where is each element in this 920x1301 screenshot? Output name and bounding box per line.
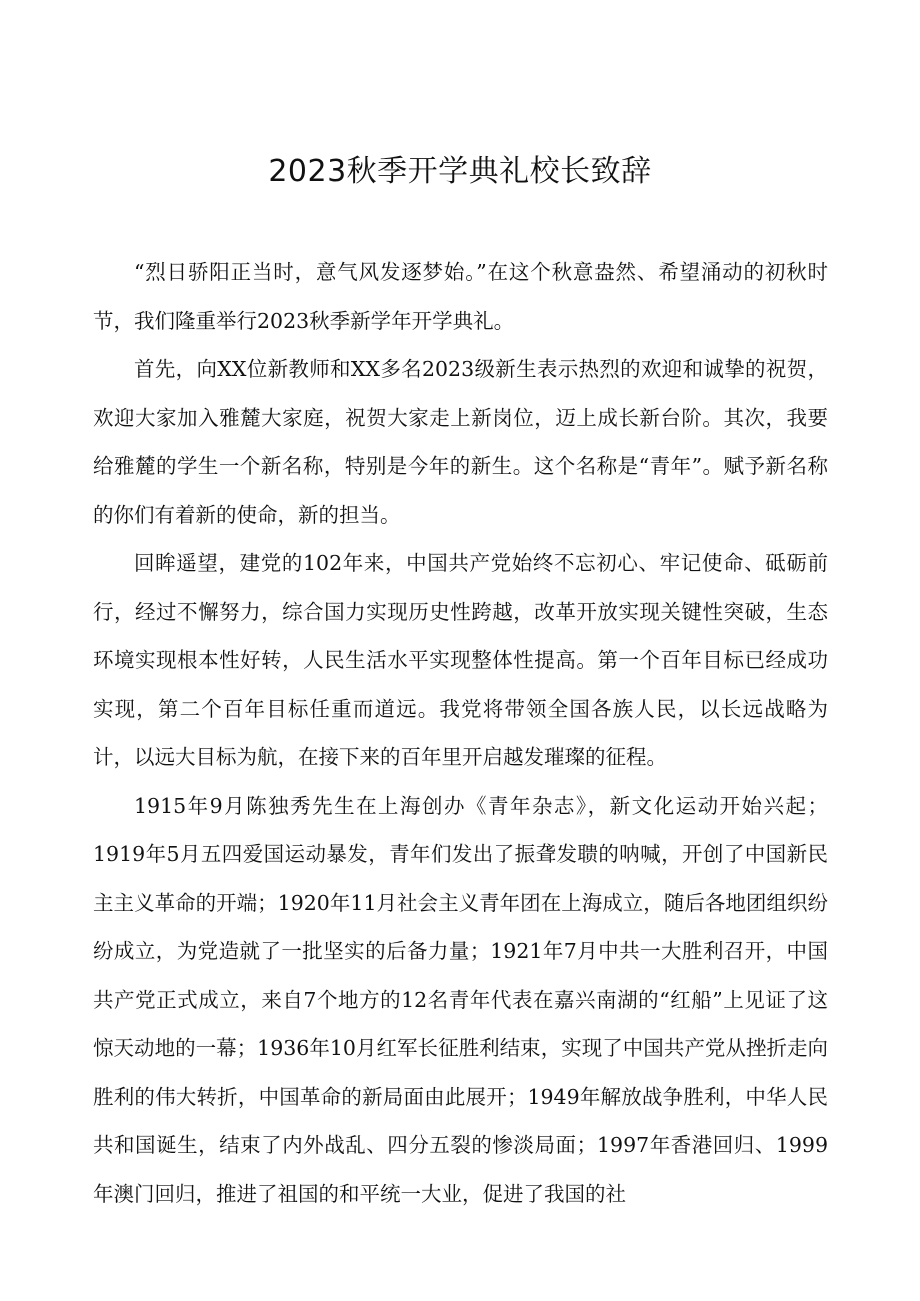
paragraph-welcome: 首先，向XX位新教师和XX多名2023级新生表示热烈的欢迎和诚挚的祝贺，欢迎大家加入雅麓大家庭，祝贺大家走上新岗位，迈上成长新台阶。其次，我要给雅麓的学生一个新名称，特别是今年的新生。这个名称是“青年”。赋予新名称的你们有着新的使命，新的担当。 [93, 357, 828, 527]
document-body [93, 248, 828, 1218]
paragraph-history: 回眸遥望，建党的102年来，中国共产党始终不忘初心、牢记使命、砥砺前行，经过不懈努力，综合国力实现历史性跨越，改革开放实现关键性突破，生态环境实现根本性好转，人民生活水平实现整体性提高。第一个百年目标已经成功实现，第二个百年目标任重而道远。我党将带领全国各族人民，以长远战略为计，以远大目标为航，在接下来的百年里开启越发璀璨的征程。 [93, 551, 828, 769]
document-title: 2023秋季开学典礼校长致辞 [268, 154, 652, 189]
paragraph-timeline: 1915年9月陈独秀先生在上海创办《青年杂志》，新文化运动开始兴起；1919年5月五四爱国运动暴发，青年们发出了振聋发聩的呐喊，开创了中国新民主主义革命的开端；1920年11月社会主义青年团在上海成立，随后各地团组织纷纷成立，为党造就了一批坚实的后备力量；1921年7月中共一大胜利召开，中国共产党正式成立，来自7个地方的12名青年代表在嘉兴南湖的“红船”上见证了这惊天动地的一幕；1936年10月红军长征胜利结束，实现了中国共产党从挫折走向胜利的伟大转折，中国革命的新局面由此展开；1949年解放战争胜利，中华人民共和国诞生，结束了内外战乱、四分五裂的惨淡局面；1997年香港回归、1999年澳门回归，推进了祖国的和平统一大业，促进了我国的社 [93, 793, 828, 1206]
paragraph-opening: “烈日骄阳正当时，意气风发逐梦始。”在这个秋意盎然、希望涌动的初秋时节，我们隆重举行2023秋季新学年开学典礼。 [93, 260, 828, 333]
